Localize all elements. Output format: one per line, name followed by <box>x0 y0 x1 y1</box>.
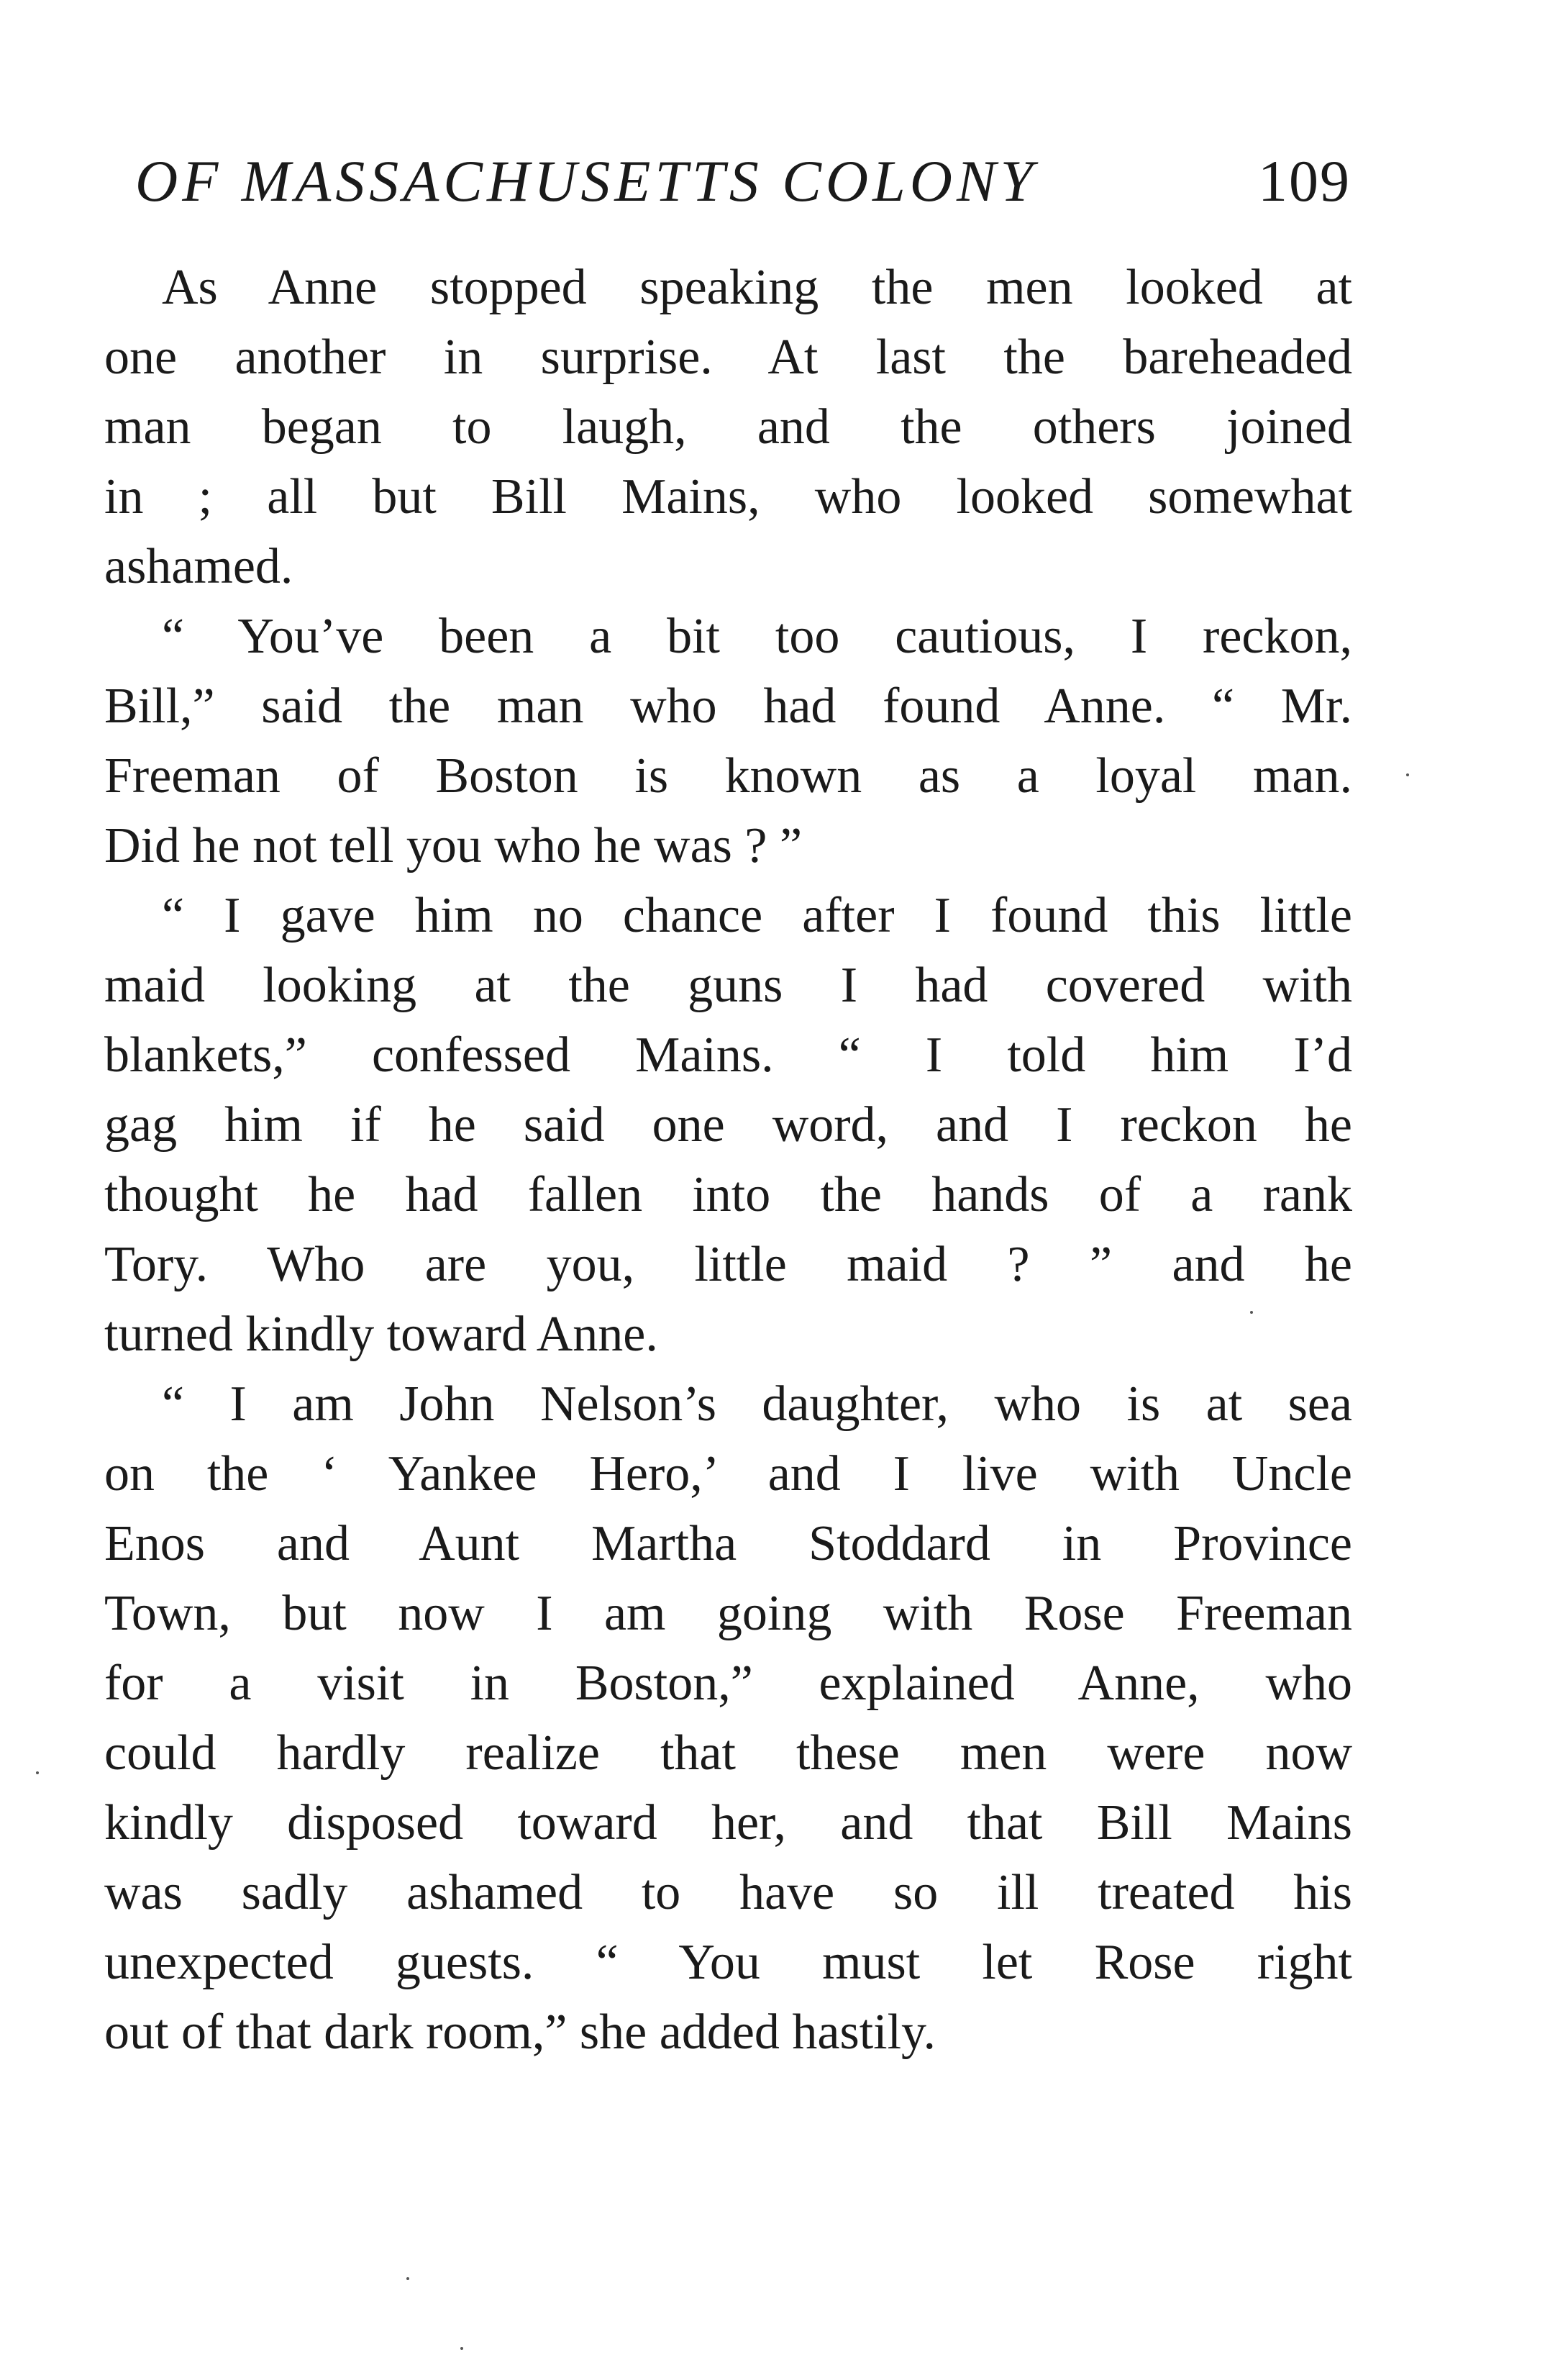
paper-speck <box>1406 773 1409 776</box>
text-line: kindly disposed toward her, and that Bill Mains <box>104 1795 1352 1851</box>
text-line: one another in surprise. At last the bareheaded <box>104 330 1352 385</box>
running-title: OF MASSACHUSETTS COLONY <box>135 148 1038 214</box>
text-line: Bill,” said the man who had found Anne. “ Mr. <box>104 678 1352 734</box>
text-line: “ I gave him no chance after I found this little <box>162 888 1352 943</box>
text-line: “ You’ve been a bit too cautious, I reckon, <box>162 609 1352 664</box>
text-line: was sadly ashamed to have so ill treated his <box>104 1865 1352 1920</box>
page-number: 109 <box>1258 148 1351 214</box>
paper-speck <box>36 1771 39 1774</box>
text-line: Did he not tell you who he was ? ” <box>104 818 803 873</box>
text-line: unexpected guests. “ You must let Rose right <box>104 1935 1352 1990</box>
text-line: Freeman of Boston is known as a loyal man. <box>104 748 1352 804</box>
text-line: “ I am John Nelson’s daughter, who is at sea <box>162 1376 1352 1432</box>
running-head <box>135 147 1351 219</box>
text-line: thought he had fallen into the hands of a rank <box>104 1167 1352 1222</box>
text-line: Enos and Aunt Martha Stoddard in Province <box>104 1516 1352 1571</box>
paper-speck <box>460 2347 463 2350</box>
text-line: in ; all but Bill Mains, who looked somewhat <box>104 469 1352 525</box>
text-line: for a visit in Boston,” explained Anne, who <box>104 1656 1352 1711</box>
text-line: gag him if he said one word, and I reckon he <box>104 1097 1352 1153</box>
text-line: out of that dark room,” she added hastily. <box>104 2004 936 2060</box>
text-line: maid looking at the guns I had covered with <box>104 958 1352 1013</box>
paper-speck <box>1250 1311 1253 1314</box>
text-line: blankets,” confessed Mains. “ I told him I’d <box>104 1027 1352 1083</box>
text-line: could hardly realize that these men were now <box>104 1725 1352 1781</box>
text-line: As Anne stopped speaking the men looked at <box>162 260 1352 315</box>
text-line: man began to laugh, and the others joined <box>104 399 1352 455</box>
paper-speck <box>406 2277 409 2280</box>
text-line: Tory. Who are you, little maid ? ” and he <box>104 1237 1352 1292</box>
text-line: turned kindly toward Anne. <box>104 1307 658 1362</box>
text-line: on the ‘ Yankee Hero,’ and I live with Uncle <box>104 1446 1352 1502</box>
text-line: Town, but now I am going with Rose Freeman <box>104 1586 1352 1641</box>
text-line: ashamed. <box>104 539 293 594</box>
